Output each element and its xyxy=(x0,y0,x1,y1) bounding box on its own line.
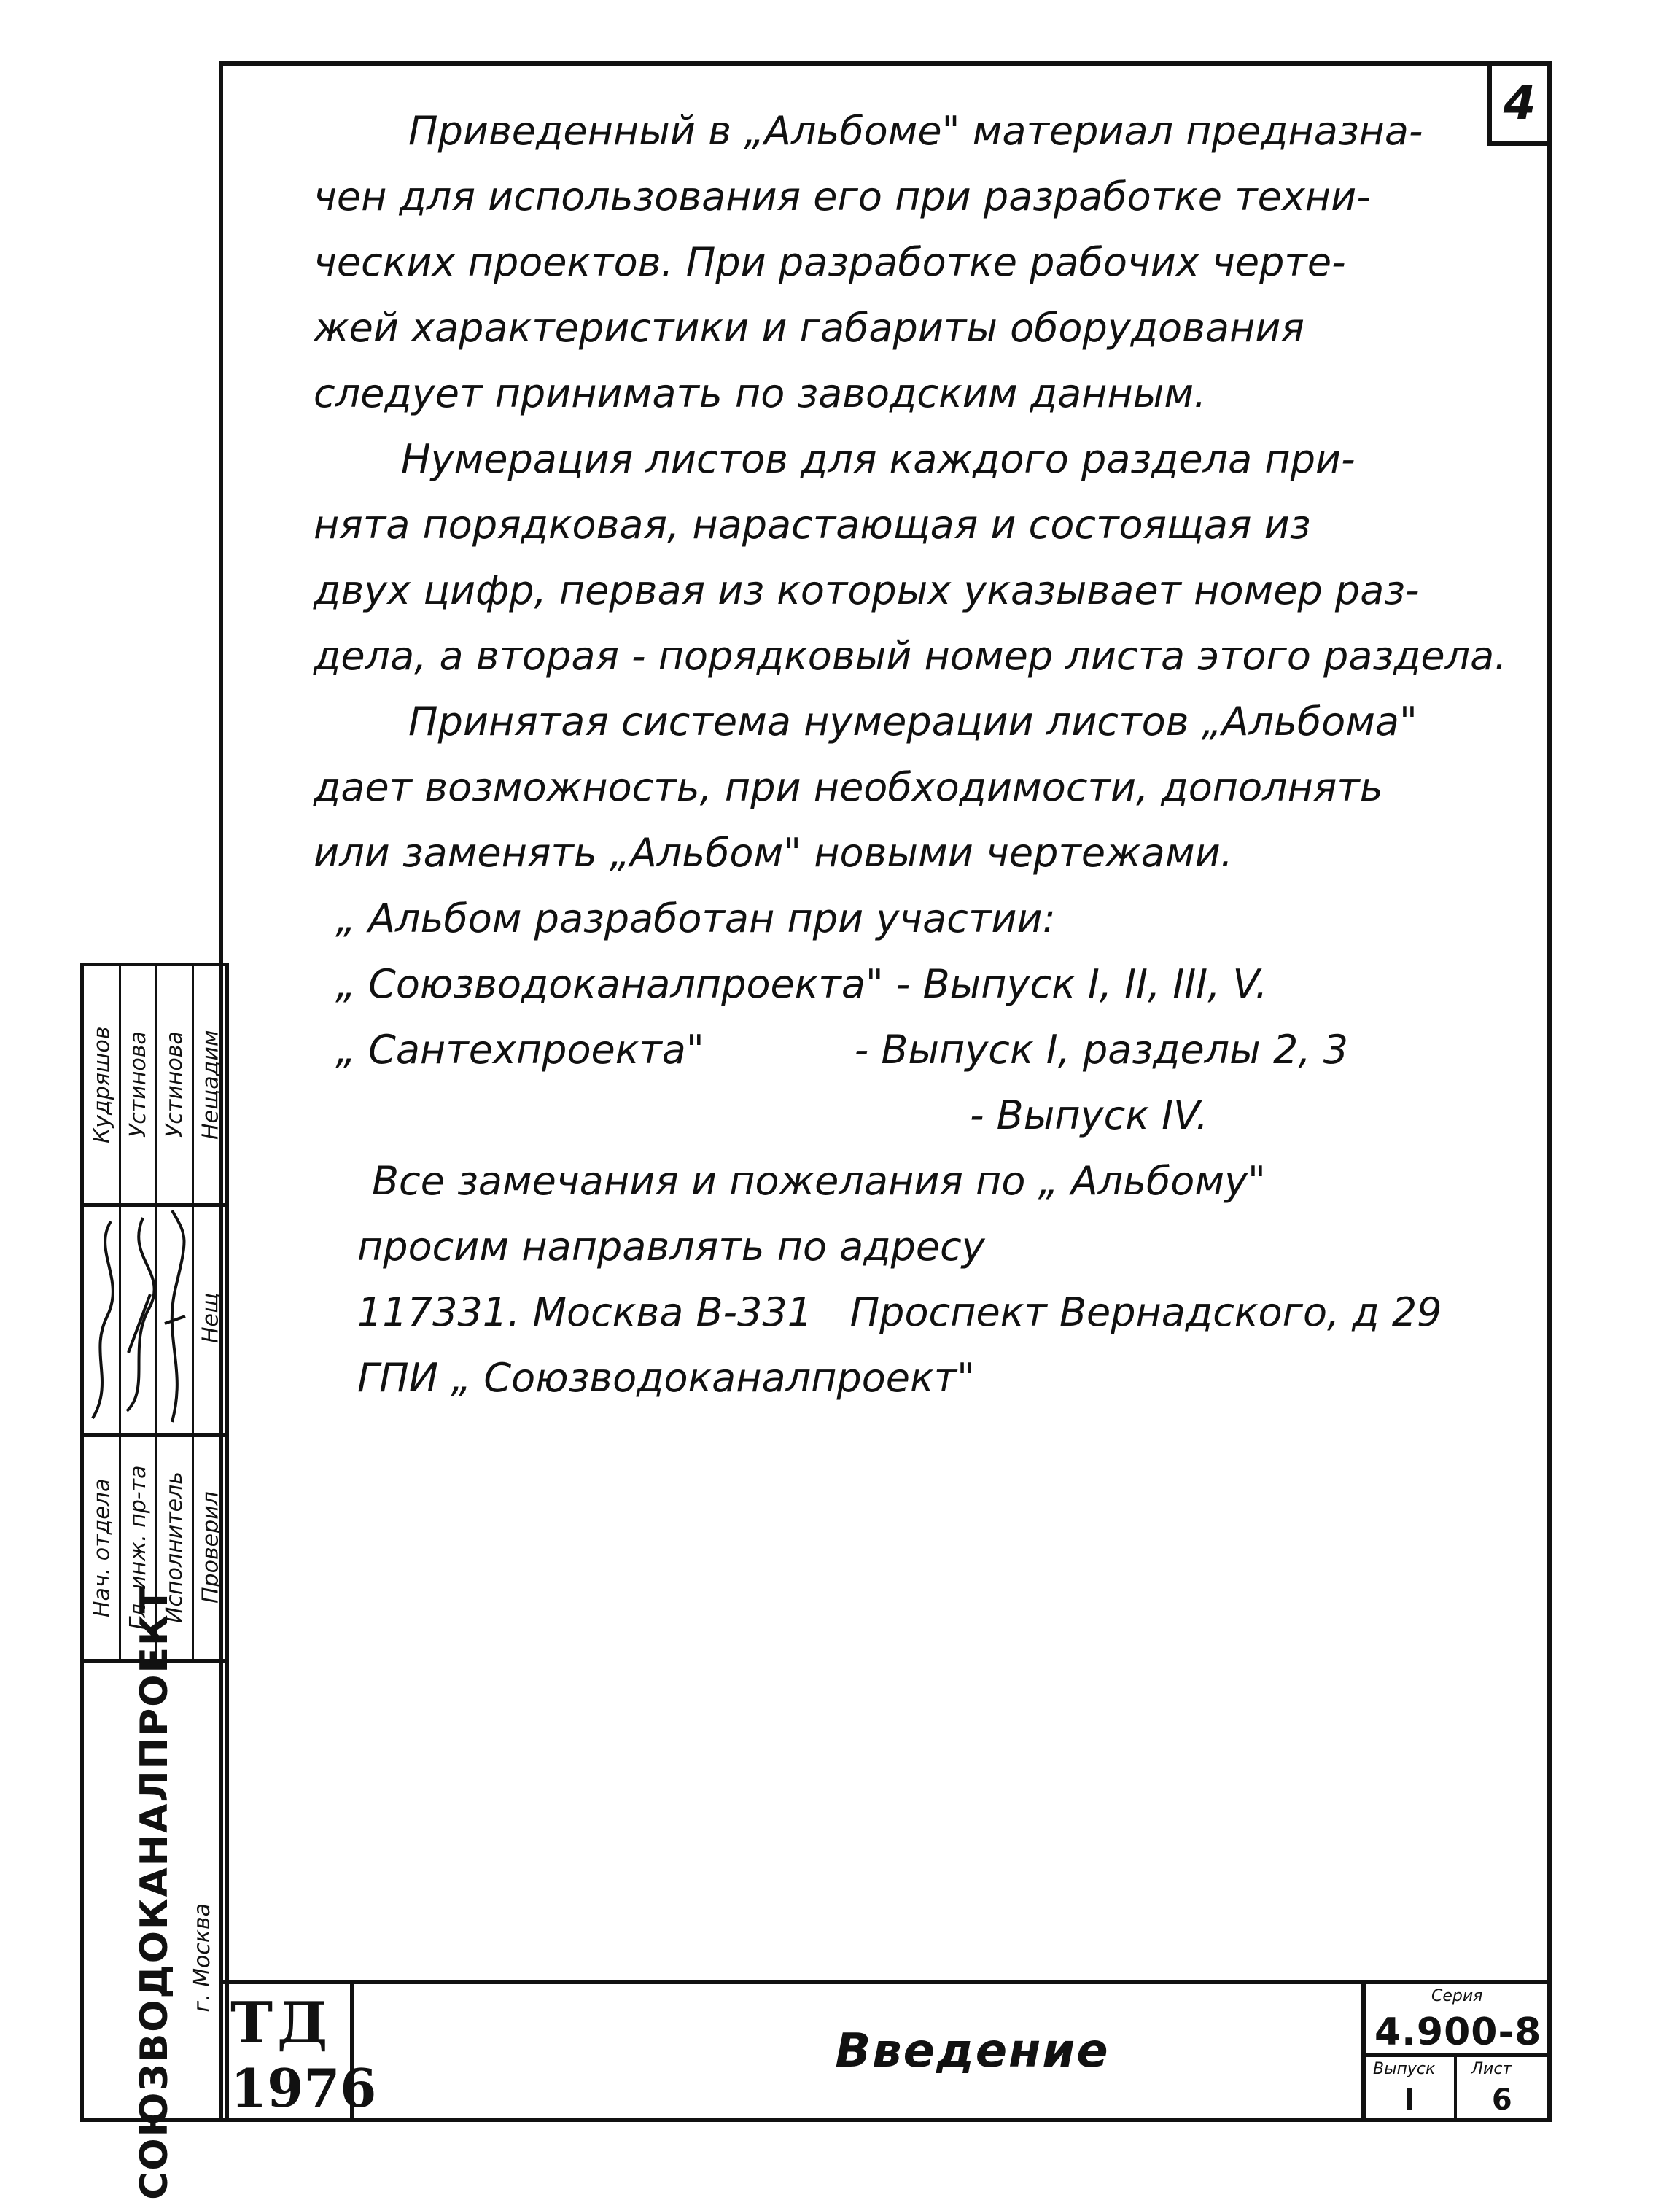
stamp-name: Нещадим xyxy=(198,1030,224,1140)
text-line: 117331. Москва В-331 Проспект Вернадского, д 29 xyxy=(357,1289,1442,1335)
stamp-name: Устинова xyxy=(125,1031,151,1138)
stamp-position: Проверил xyxy=(198,1491,224,1604)
page-number: 4 xyxy=(1488,61,1552,146)
title-block-info xyxy=(1361,1984,1547,2118)
sheet-label: Лист xyxy=(1471,2060,1512,2078)
sheet-cell xyxy=(1457,2057,1548,2122)
organization-block xyxy=(84,1586,225,2200)
text-line: „ Союзводоканалпроекта" - Выпуск I, II, III, V. xyxy=(335,961,1268,1007)
stamp-name: Кудряшов xyxy=(89,1026,115,1143)
text-line: ческих проектов. При разработке рабочих черте- xyxy=(314,239,1346,285)
series-label: Серия xyxy=(1431,1987,1483,2005)
text-line: „ Альбом разработан при участии: xyxy=(335,895,1056,941)
organization-city: г. Москва xyxy=(190,1903,215,2013)
body-text xyxy=(314,98,1507,1411)
signature-1 xyxy=(85,1207,119,1429)
issue-value: I xyxy=(1404,2083,1415,2117)
text-line: Приведенный в „Альбоме" материал предназна- xyxy=(408,108,1423,154)
text-line: жей характеристики и габариты оборудования xyxy=(314,305,1304,351)
issue-cell xyxy=(1366,2057,1457,2122)
text-line: просим направлять по адресу xyxy=(357,1224,985,1270)
text-line: следует принимать по заводским данным. xyxy=(314,370,1207,416)
text-line: или заменять „Альбом" новыми чертежами. xyxy=(314,830,1233,876)
document-year: 1976 xyxy=(230,2057,377,2119)
title-block xyxy=(219,1980,1552,2122)
signature-2 xyxy=(121,1207,155,1429)
stamp-position: Гл. инж. пр-та xyxy=(125,1465,151,1630)
text-line: двух цифр, первая из которых указывает номер раз- xyxy=(314,567,1420,613)
text-line: Все замечания и пожелания по „ Альбому" xyxy=(372,1158,1266,1204)
sheet-value: 6 xyxy=(1491,2083,1512,2117)
series-cell xyxy=(1366,1984,1547,2057)
approval-stamp xyxy=(80,963,229,2200)
text-line: нята порядковая, нарастающая и состоящая из xyxy=(314,502,1311,548)
stamp-name: Устинова xyxy=(162,1031,187,1138)
text-line: „ Сантехпроекта" - Выпуск I, разделы 2, 3 xyxy=(335,1027,1349,1073)
series-value: 4.900-8 xyxy=(1374,2010,1542,2054)
text-line: - Выпуск IV. xyxy=(970,1092,1208,1138)
signature-3 xyxy=(158,1207,192,1429)
issue-label: Выпуск xyxy=(1373,2060,1436,2078)
text-line: дела, а вторая - порядковый номер листа этого раздела. xyxy=(314,633,1507,679)
document-title: Введение xyxy=(835,2024,1110,2078)
title-block-code-cell xyxy=(223,1984,377,2119)
text-line: Нумерация листов для каждого раздела при- xyxy=(401,436,1356,482)
text-line: чен для использования его при разработке техни- xyxy=(314,174,1371,219)
text-line: Принятая система нумерации листов „Альбома" xyxy=(408,699,1418,745)
text-line: ГПИ „ Союзводоканалпроект" xyxy=(357,1355,975,1401)
organization-name: СОЮЗВОДОКАНАЛПРОЕКТ xyxy=(133,1586,176,2200)
document-code: ТД xyxy=(230,1990,332,2056)
signature-text: Нещ xyxy=(198,1292,224,1344)
stamp-position: Нач. отдела xyxy=(89,1478,115,1617)
stamp-position: Исполнитель xyxy=(162,1472,187,1624)
text-line: дает возможность, при необходимости, дополнять xyxy=(314,764,1383,810)
